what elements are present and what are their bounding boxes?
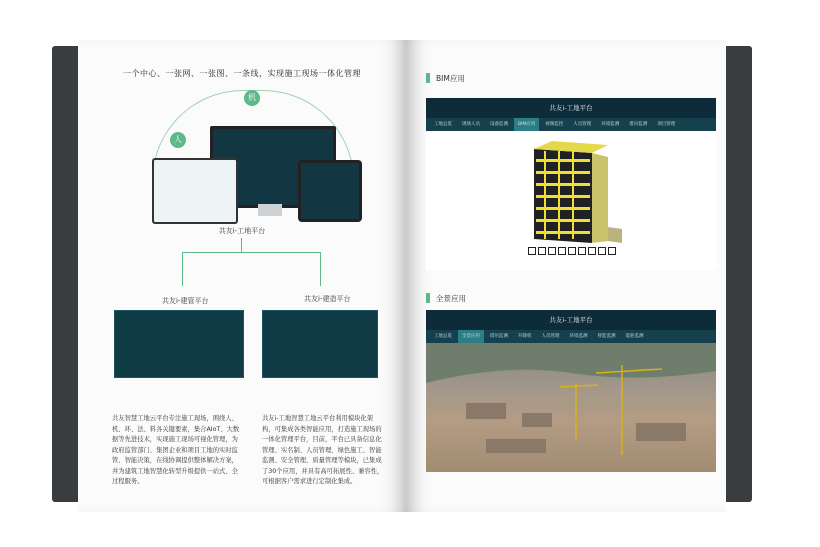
nav-item[interactable]: 工地总览 bbox=[434, 122, 452, 127]
nav-item[interactable]: 现场人员 bbox=[462, 122, 480, 127]
left-page bbox=[78, 40, 406, 512]
nav-item[interactable]: 塔吊监测 bbox=[490, 334, 508, 339]
construction-site-panorama[interactable] bbox=[426, 343, 716, 472]
phone-mockup bbox=[298, 160, 362, 222]
connector-left bbox=[182, 252, 183, 286]
tool-icon[interactable] bbox=[548, 247, 556, 255]
nav-item[interactable]: 项目管理 bbox=[657, 122, 676, 127]
tablet-mockup bbox=[152, 158, 238, 224]
site-scene bbox=[426, 343, 716, 472]
app-title: 共友i-工地平台 bbox=[426, 98, 716, 118]
bim-viewport[interactable] bbox=[426, 131, 716, 270]
description-left: 共友智慧工地云平台专注施工现场，围绕人、机、环、法、料各关键要素，集合AIoT、大数据等先进技术，实现施工现场可视化管理，为政府监管部门、集团企业和项目工地的实时监管、智能决策，在线协调提供整体解决方案，并为建筑工地智慧化转型升级提供一站式、全过程服务。 bbox=[112, 415, 240, 485]
nav-item-active[interactable]: 全景应用 bbox=[458, 330, 484, 343]
nav-item[interactable]: 环境监测 bbox=[601, 122, 620, 127]
right-page bbox=[406, 40, 726, 512]
pano-nav bbox=[426, 330, 716, 343]
platform-label: 共友i-工地平台 bbox=[218, 227, 266, 235]
nav-item[interactable]: 视频监控 bbox=[545, 122, 564, 127]
bim-nav bbox=[426, 118, 716, 131]
tagline: 一个中心、一张网、一张图、一条线，实现施工现场一体化管理 bbox=[123, 69, 361, 78]
nav-item[interactable]: 设备监测 bbox=[490, 122, 508, 127]
description-right: 共友i-工地智慧工地云平台利用模块化架构，可集成各类智能应用，打造施工现场的一体化管理平台，目前，平台已具备信息化管理、实名制、人员管理、绿色施工、智能监测、安全管理、质量管理等模块，已集成了30个应用，并具有高可拓展性、兼容性，可根据客户需求进行定制化集成。 bbox=[262, 415, 384, 485]
jianguan-screen bbox=[114, 310, 244, 378]
sub-platform-label-1: 共友i-建管平台 bbox=[162, 297, 209, 305]
node-person: 人 bbox=[170, 132, 186, 148]
section-marker-pano bbox=[426, 293, 430, 303]
app-title: 共友i-工地平台 bbox=[426, 310, 716, 330]
tool-icon[interactable] bbox=[528, 247, 536, 255]
nav-item[interactable]: 能耗监测 bbox=[625, 334, 644, 339]
nav-item[interactable]: 升降机 bbox=[518, 334, 532, 339]
node-machine: 机 bbox=[244, 90, 260, 106]
device-mockups bbox=[148, 120, 358, 220]
connector-right bbox=[320, 252, 321, 286]
panorama-screenshot bbox=[426, 310, 716, 472]
open-brochure bbox=[52, 40, 752, 512]
tool-icon[interactable] bbox=[598, 247, 606, 255]
nav-item[interactable]: 人员管理 bbox=[541, 334, 560, 339]
tool-icon[interactable] bbox=[608, 247, 616, 255]
connector-horizontal bbox=[182, 252, 320, 253]
nav-item-active[interactable]: BIM应用 bbox=[514, 118, 539, 131]
tool-icon[interactable] bbox=[588, 247, 596, 255]
sub-platform-label-2: 共友i-建造平台 bbox=[304, 295, 351, 303]
nav-item[interactable]: 塔吊监测 bbox=[629, 122, 648, 127]
nav-item[interactable]: 环境监测 bbox=[569, 334, 588, 339]
book-spine-right bbox=[722, 46, 752, 502]
section-marker-bim bbox=[426, 73, 430, 83]
bim-toolbar bbox=[528, 247, 616, 255]
nav-item[interactable]: 人员管理 bbox=[573, 122, 592, 127]
nav-item[interactable]: 工地总览 bbox=[434, 334, 452, 339]
bim-screenshot bbox=[426, 98, 716, 270]
nav-item[interactable]: 智能监测 bbox=[597, 334, 616, 339]
monitor-stand bbox=[258, 204, 282, 216]
tool-icon[interactable] bbox=[538, 247, 546, 255]
section-title-pano: 全景应用 bbox=[436, 294, 466, 303]
tool-icon[interactable] bbox=[568, 247, 576, 255]
section-title-bim: BIM应用 bbox=[436, 74, 465, 83]
tool-icon[interactable] bbox=[558, 247, 566, 255]
jianzao-screen bbox=[262, 310, 378, 378]
tool-icon[interactable] bbox=[578, 247, 586, 255]
connector-vertical bbox=[241, 238, 242, 252]
